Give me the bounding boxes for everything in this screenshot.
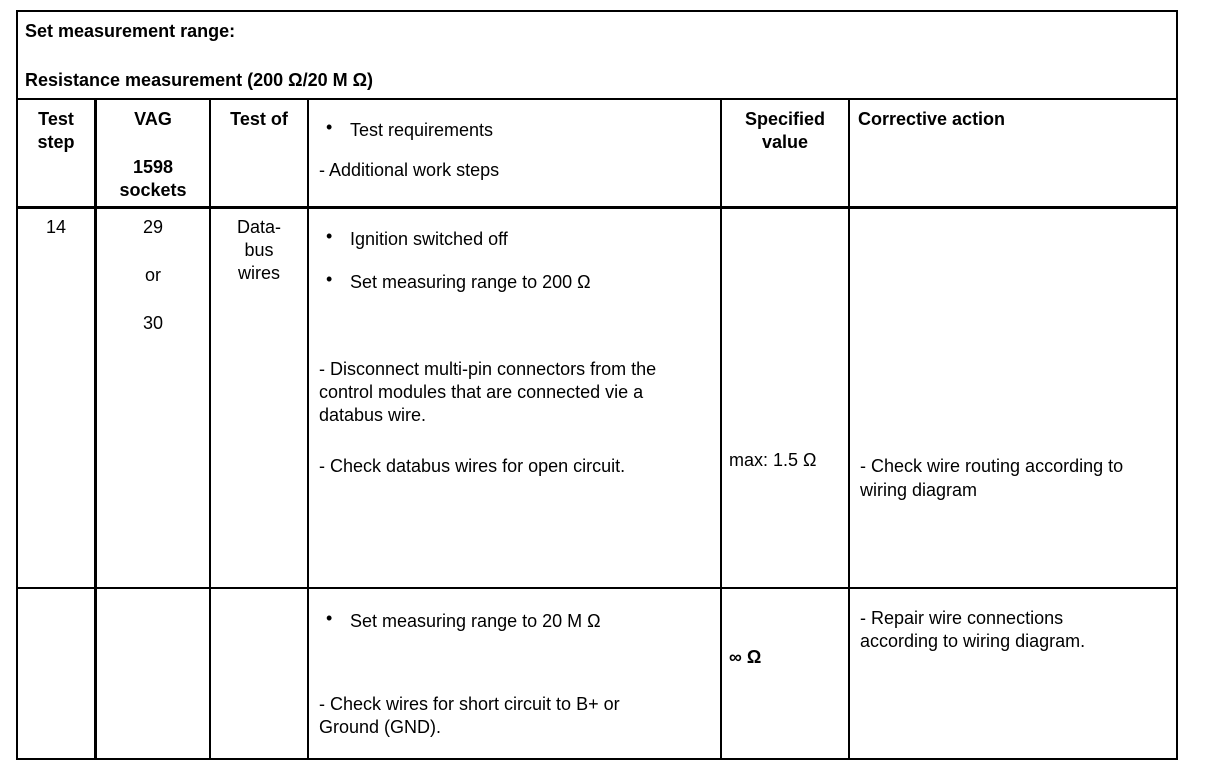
col-specified-2: value — [761, 132, 809, 152]
row2-corrective-2: according to wiring diagram. — [860, 631, 1086, 651]
row2-specified-value: ∞ Ω — [729, 647, 762, 667]
header-title: Set measurement range: — [25, 21, 236, 41]
row1-socket-or: or — [144, 265, 161, 285]
col-vag-3: sockets — [119, 180, 187, 200]
col-test-step-1: Test — [38, 109, 74, 129]
col-test-step-2: step — [37, 132, 75, 152]
bullet-icon: • — [326, 226, 333, 246]
row1-step1-line3: databus wire. — [319, 405, 427, 425]
col-test-of: Test of — [230, 109, 288, 129]
row1-bullet-2: Set measuring range to 200 Ω — [350, 272, 591, 292]
bullet-icon: • — [326, 117, 333, 137]
row1-step1-line2: control modules that are connected vie a — [319, 382, 644, 402]
col-specified-1: Specified — [744, 109, 826, 129]
row1-corrective-1: - Check wire routing according to — [860, 456, 1124, 476]
row1-test-step: 14 — [45, 217, 67, 237]
row1-step1-line1: - Disconnect multi-pin connectors from the — [319, 359, 657, 379]
col-test-requirements: Test requirements — [350, 120, 494, 140]
col-vag-2: 1598 — [132, 157, 174, 177]
row1-socket-2: 30 — [142, 313, 164, 333]
col-corrective-action: Corrective action — [858, 109, 1006, 129]
header-subtitle: Resistance measurement (200 Ω/20 M Ω) — [25, 70, 374, 90]
row1-bullet-1: Ignition switched off — [350, 229, 508, 249]
row1-test-of-3: wires — [237, 263, 280, 283]
row2-corrective-1: - Repair wire connections — [860, 608, 1064, 628]
row2-step1-line2: Ground (GND). — [319, 717, 442, 737]
row1-test-of-2: bus — [244, 240, 274, 260]
row1-test-of-1: Data- — [236, 217, 281, 237]
bullet-icon: • — [326, 608, 333, 628]
row2-step1-line1: - Check wires for short circuit to B+ or — [319, 694, 620, 714]
row1-corrective-2: wiring diagram — [860, 480, 978, 500]
bullet-icon: • — [326, 269, 333, 289]
row1-socket-1: 29 — [142, 217, 164, 237]
col-vag-1: VAG — [134, 109, 172, 129]
row2-bullet-1: Set measuring range to 20 M Ω — [350, 611, 601, 631]
col-additional-steps: - Additional work steps — [319, 160, 500, 180]
row1-specified-value: max: 1.5 Ω — [729, 450, 817, 470]
row1-step2: - Check databus wires for open circuit. — [319, 456, 626, 476]
